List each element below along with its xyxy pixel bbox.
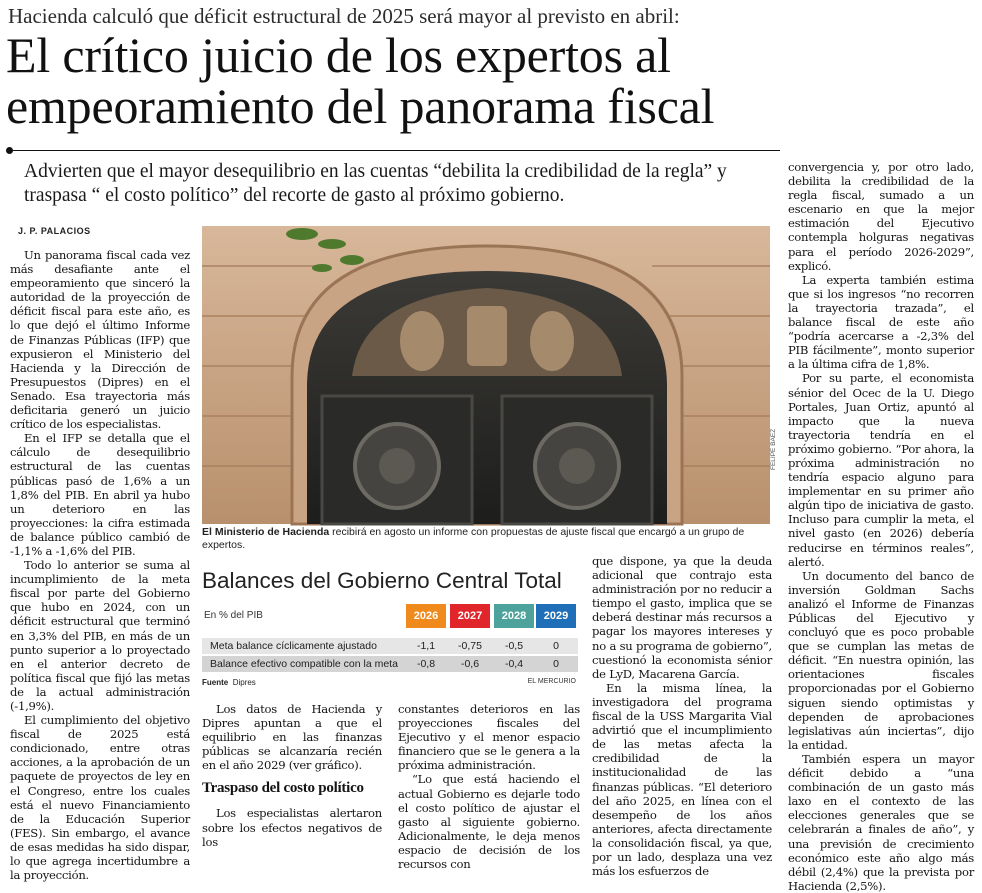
table-row [202,656,578,672]
chart-unit: En % del PIB [204,610,263,621]
paragraph: También espera un mayor déficit debido a “una combinación de un gasto más laxo en el contexto de las elecciones generales que se celebrarán a finales de año”, y una previsión de crecimiento económico este año algo más débil (2,4%) que la prevista por Hacienda (2,5%). [788,751,974,893]
chart-source [202,678,256,687]
year-header-2029: 2029 [536,604,576,628]
byline: J. P. PALACIOS [18,226,91,236]
photo-caption [202,526,770,552]
building-facade-image [202,226,770,524]
paragraph: El cumplimiento del objetivo fiscal de 2025 está condicionado, entre otras acciones, a la aprobación de un paquete de proyectos de ley en el Congreso, entre los cuales está el nuevo Financiamiento de la Educación Superior (FES). Sin embargo, el avance de esas medidas ha sido dispar, lo que agrega incertidumbre a la proyección. [10,713,190,883]
paragraph: La experta también estima que si los ingresos “no recorren la trayectoria trazada”, el balance fiscal de este año “podría acercarse a -2,3% del PIB fácilmente”, monto superior a la última cifra de 1,8%. [788,272,974,372]
cell-value: -1,1 [416,640,436,652]
deck: Advierten que el mayor desequilibrio en las cuentas “debilita la credibilidad de la regla” y traspasa “ el costo político” del recorte de gasto al próximo gobierno. [24,161,727,206]
cell-value: -0,5 [504,640,524,652]
cell-value: 0 [553,640,559,652]
paragraph: Los especialistas alertaron sobre los efectos negativos de los [202,806,382,849]
paragraph: “Lo que está haciendo el actual Gobierno es dejarle todo el costo político de ajustar el gasto al siguiente gobierno. Adicionalmente, le deja menos espacio de decisión de los recursos con [398,772,580,872]
column-5 [788,160,974,893]
publisher: EL MERCURIO [527,678,576,685]
cell-value: -0,75 [458,640,482,652]
cell-value: -0,4 [504,658,524,670]
cell-value: -0,8 [416,658,436,670]
cell-value: -0,6 [460,658,480,670]
source-label: Fuente [202,678,229,687]
year-header-2026: 2026 [406,604,446,628]
source-value: Dipres [232,678,256,687]
photo-credit: FELIPE BAEZ [770,428,777,470]
paragraph: Un panorama fiscal cada vez más desafiante ante el empeoramiento que sinceró la autoridad de la proyección de déficit fiscal para este año, es lo que dejó el último Informe de Finanzas Públicas (IFP) que expusieron el Ministerio del Hacienda y la Dirección de Presupuestos (Dipres) en el Senado. Esa trayectoria más deficitaria generó un juicio crítico de los especialistas. [10,248,190,432]
paragraph: Los datos de Hacienda y Dipres apuntan a que el equilibrio en las finanzas públicas se alcanzaría recién en el año 2029 (ver gráfico). [202,702,382,773]
ministry-photo [202,226,770,524]
caption-bold: El Ministerio de Hacienda [202,526,330,538]
paragraph: Todo lo anterior se suma al incumplimiento de la meta fiscal por parte del Gobierno que hubo en 2024, con un déficit estructural que terminó en 3,3% del PIB, en más de un punto superior a lo proyectado en el anterior decreto de política fiscal que fijó las metas de la actual administración (-1,9%). [10,558,190,713]
year-header-2027: 2027 [450,604,490,628]
row-label: Balance efectivo compatible con la meta [210,658,398,670]
paragraph: convergencia y, por otro lado, debilita la credibilidad de la regla fiscal, sumado a un escenario en que la mejor estimación del Ejecutivo contempla holguras negativas para el período 2026-2029”, explicó. [788,160,974,273]
column-4 [592,554,772,878]
column-1 [10,248,190,882]
paragraph: En el IFP se detalla que el cálculo de desequilibrio estructural de las cuentas públicas pasó de 1,6% a un 1,8% del PIB. En abril ya hubo un deterioro en las proyecciones: la cifra estimada de balance público cambió de -1,1% a -1,6% del PIB. [10,431,190,558]
column-3 [398,702,580,871]
kicker: Hacienda calculó que déficit estructural de 2025 será mayor al previsto en abril: [8,4,680,28]
chart-title: Balances del Gobierno Central Total [202,568,562,593]
rule [8,150,780,151]
paragraph: que dispone, ya que la deuda adicional que contrajo esta administración por no reducir a tiempo el gasto, implica que se deberá destinar más recursos a pagar los mayores intereses y no a su programa de gobierno”, cuestionó la economista sénior de LyD, Macarena García. [592,554,772,681]
column-2 [202,702,382,849]
paragraph: Un documento del banco de inversión Goldman Sachs analizó el Informe de Finanzas Públicas del Ejecutivo y concluyó que es poco probable que se cumplan las metas de déficit. “En nuestra opinión, las orientaciones fiscales proporcionadas por el Gobierno siguen siendo optimistas y dependen de aprobaciones legislativas aún inciertas”, dijo la entidad. [788,568,974,752]
balance-chart [202,566,578,694]
caption-text: recibirá en agosto un informe con propuestas de ajuste fiscal que encargó a un grupo de expertos. [202,526,745,551]
year-header-2028: 2028 [494,604,534,628]
subheading: Traspaso del costo político [202,780,364,797]
paragraph: constantes deterioros en las proyecciones fiscales del Ejecutivo y el menor espacio financiero que se le genera a la próxima administración. [398,702,580,773]
cell-value: 0 [553,658,559,670]
row-label: Meta balance cíclicamente ajustado [210,640,377,652]
table-row [202,638,578,654]
paragraph: En la misma línea, la investigadora del programa fiscal de la USS Margarita Vial advirtió que el incumplimiento de las metas afecta la credibilidad de la institucionalidad de las finanzas públicas. “El deterioro del año 2025, en línea con el desempeño de los años anteriores, afecta directamente la consolidación fiscal, ya que, por un lado, desplaza una vez más los esfuerzos de [592,680,772,879]
headline: El crítico juicio de los expertos al empeoramiento del panorama fiscal [6,27,715,134]
paragraph: Por su parte, el economista sénior del Ocec de la U. Diego Portales, Juan Ortiz, apuntó al impacto que la nueva trayectoria tendría en el próximo gobierno. “Por ahora, la próxima administración no tendría espacio alguno para implementar en su primer año algún tipo de iniciativa de gasto. Incluso para cumplir la meta, el nivel gasto (en 2026) debería reducirse en términos reales”, alertó. [788,371,974,569]
